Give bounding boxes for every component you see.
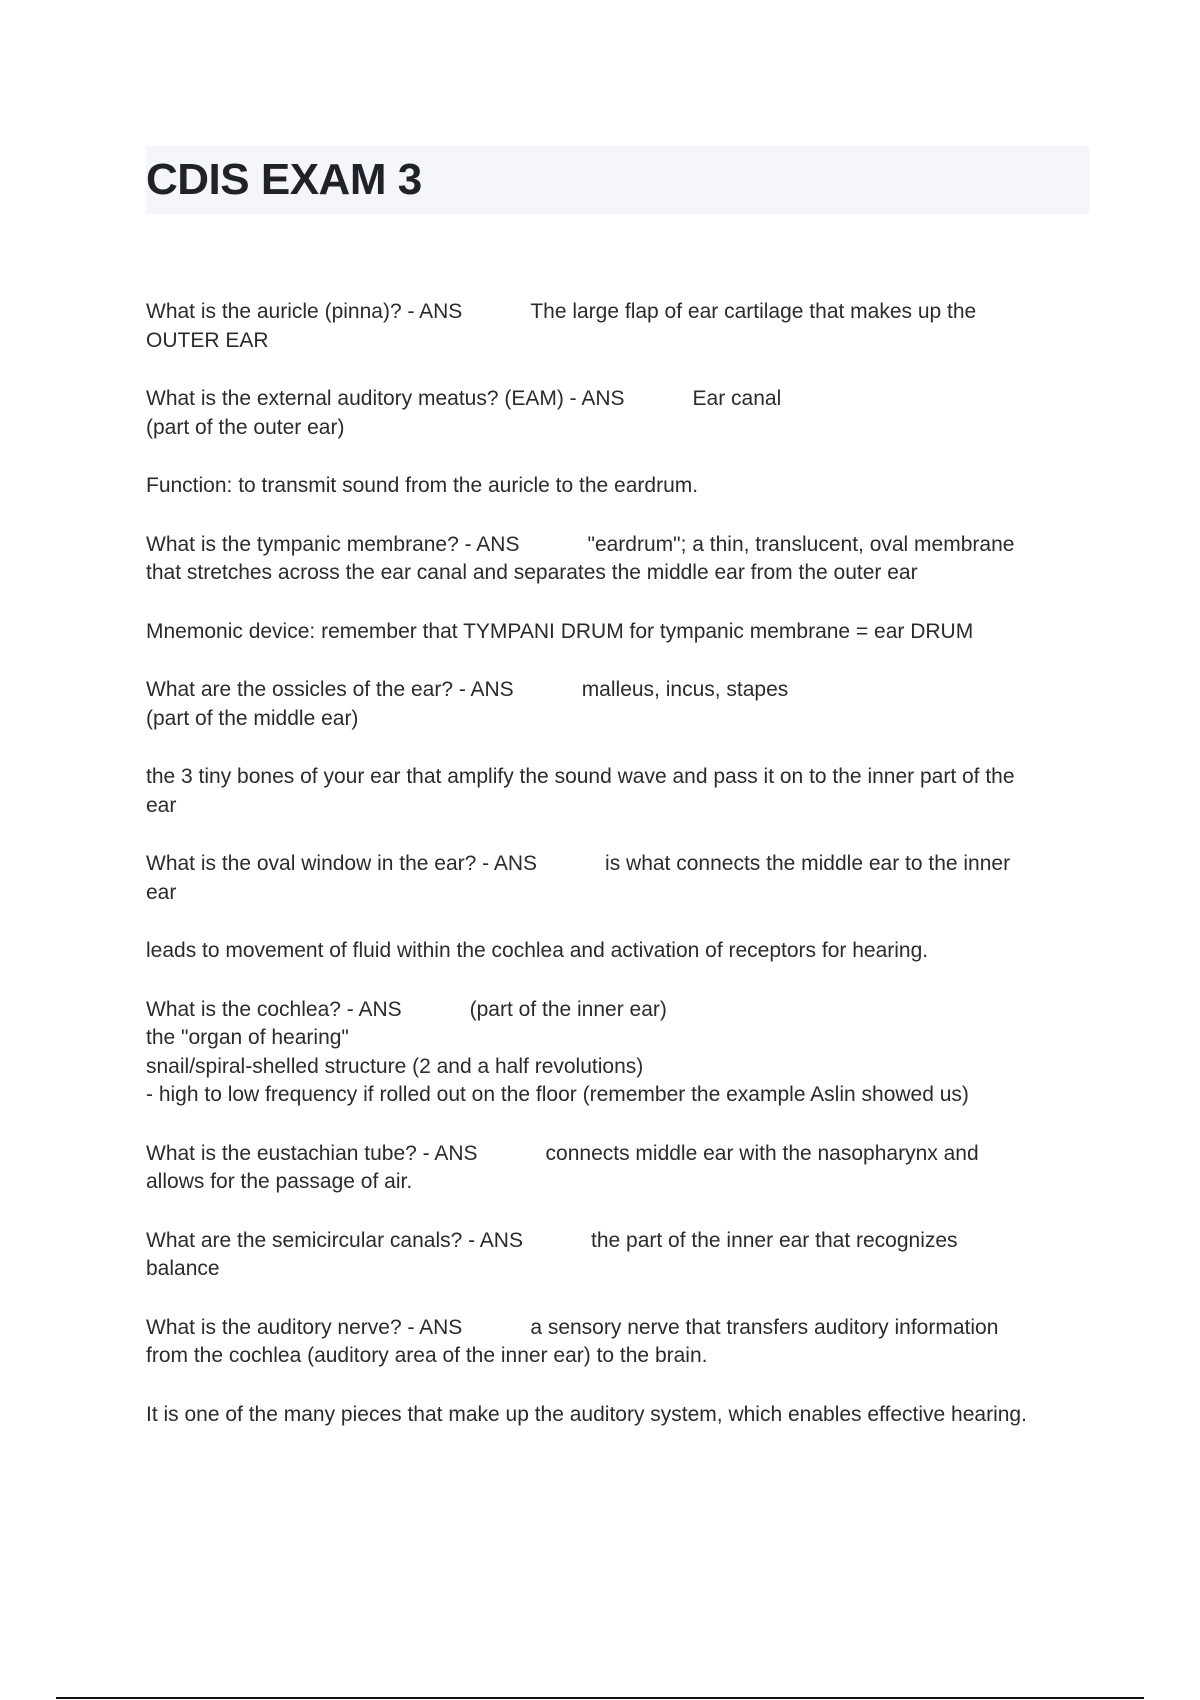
answer-text: (part of the inner ear): [469, 997, 667, 1021]
answer-text: malleus, incus, stapes: [581, 678, 789, 701]
question-text: What are the ossicles of the ear? - ANS: [146, 678, 514, 701]
answer-text: the part of the inner ear that recognizes: [590, 1228, 958, 1252]
qa-entry-cochlea: [146, 996, 1086, 1110]
note-paragraph: Mnemonic device: remember that TYMPANI DRUM for tympanic membrane = ear DRUM: [146, 619, 974, 643]
note-paragraph: [146, 763, 1086, 820]
answer-continuation: ear: [146, 880, 177, 904]
answer-text: a sensory nerve that transfers auditory information: [530, 1315, 999, 1339]
question-text: What is the auricle (pinna)? - ANS: [146, 300, 463, 323]
question-text: What are the semicircular canals? - ANS: [146, 1228, 523, 1252]
answer-continuation: from the cochlea (auditory area of the inner ear) to the brain.: [146, 1344, 708, 1367]
document-title: CDIS EXAM 3: [146, 155, 422, 204]
qa-first-line: [146, 531, 1086, 560]
footer-divider: [56, 1697, 1144, 1699]
paragraph-line: ear: [146, 793, 177, 817]
note-paragraph: leads to movement of fluid within the cochlea and activation of receptors for hearing.: [146, 939, 929, 962]
answer-continuation: allows for the passage of air.: [146, 1170, 413, 1193]
question-text: What is the auditory nerve? - ANS: [146, 1315, 463, 1339]
qa-first-line: [146, 298, 1086, 327]
note-paragraph: It is one of the many pieces that make up the auditory system, which enables effective hearing.: [146, 1402, 1027, 1426]
question-text: What is the eustachian tube? - ANS: [146, 1141, 478, 1165]
qa-entry-eam: [146, 385, 1086, 442]
qa-first-line: [146, 385, 1086, 414]
answer-continuation: balance: [146, 1257, 220, 1280]
qa-first-line: [146, 1314, 1086, 1343]
answer-continuation: that stretches across the ear canal and separates the middle ear from the outer ear: [146, 561, 918, 584]
answer-continuation: - high to low frequency if rolled out on the floor (remember the example Aslin showed us): [146, 1083, 969, 1106]
question-text: What is the external auditory meatus? (EAM) - ANS: [146, 387, 625, 410]
answer-continuation: (part of the outer ear): [146, 415, 345, 439]
qa-first-line: [146, 996, 1086, 1025]
answer-continuation: OUTER EAR: [146, 328, 269, 352]
qa-entry-ossicles: [146, 676, 1086, 733]
paragraph-line: the 3 tiny bones of your ear that amplify the sound wave and pass it on to the inner part of the: [146, 765, 1015, 788]
qa-first-line: [146, 1140, 1086, 1169]
qa-entry-auditory-nerve: [146, 1314, 1086, 1371]
answer-text: The large flap of ear cartilage that makes up the: [530, 300, 977, 323]
answer-text: Ear canal: [692, 387, 782, 410]
answer-text: "eardrum"; a thin, translucent, oval membrane: [587, 532, 1015, 556]
question-text: What is the oval window in the ear? - ANS: [146, 852, 538, 875]
answer-text: connects middle ear with the nasopharynx and: [545, 1141, 979, 1165]
question-text: What is the tympanic membrane? - ANS: [146, 532, 520, 556]
qa-entry-auricle: [146, 298, 1086, 355]
qa-entry-oval-window: [146, 850, 1086, 907]
note-paragraph: Function: to transmit sound from the auricle to the eardrum.: [146, 474, 699, 497]
qa-first-line: [146, 850, 1086, 879]
qa-first-line: [146, 676, 1086, 705]
qa-entry-semicircular-canals: [146, 1227, 1086, 1284]
answer-continuation: (part of the middle ear): [146, 706, 359, 730]
qa-entry-tympanic-membrane: [146, 531, 1086, 588]
answer-text: is what connects the middle ear to the inner: [605, 852, 1011, 875]
qa-entry-eustachian-tube: [146, 1140, 1086, 1197]
answer-continuation: snail/spiral-shelled structure (2 and a half revolutions): [146, 1054, 644, 1078]
document-body: [146, 298, 1086, 1459]
question-text: What is the cochlea? - ANS: [146, 997, 402, 1021]
answer-continuation: the "organ of hearing": [146, 1026, 349, 1049]
qa-first-line: [146, 1227, 1086, 1256]
